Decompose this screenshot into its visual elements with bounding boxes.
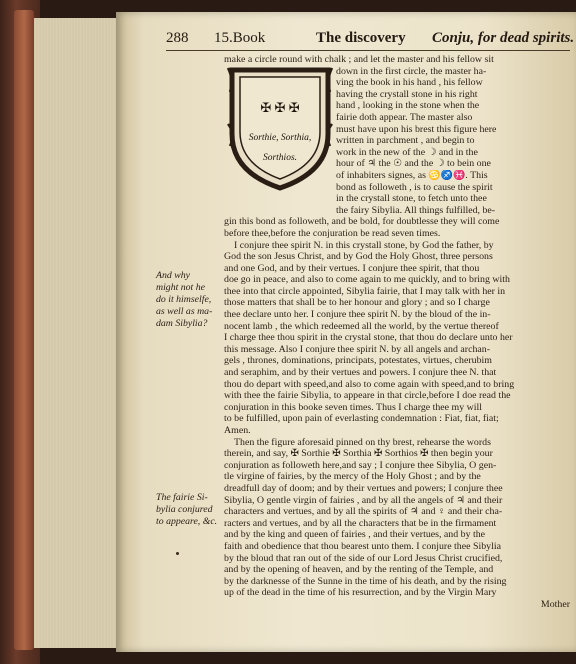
text-line: faith and obedience that thou bearest unto them. I conjure thee Sibylia [224,540,501,552]
header-rule [166,50,570,51]
text-line: thou do depart with speed,and also to come again with speed,and to bring [224,378,515,390]
text-line: fairie doth appear. The master also [336,111,473,123]
margin-note-line: might not he [156,282,205,293]
text-line: thee declare unto her. I conjure thee spirit N. by the bloud of the in- [224,309,491,321]
text-line: doe go in peace, and also to come again to me quickly, and to bring with [224,274,510,286]
margin-note-1 [156,270,220,330]
text-line: and seraphim, and by their vertues and powers. I conjure thee N. that [224,367,497,379]
book-title: The discovery [316,30,406,46]
text-line: by the bloud that ran out of the side of our Lord Jesus Christ crucified, [224,552,503,564]
running-head: Conju, for dead spirits. [432,30,575,46]
text-line: nocent lamb , the which redeemed all the world, by the vertue thereof [224,320,499,332]
text-line: must have upon his brest this figure here [336,123,497,135]
text-line: of inhabiters signes, as ♋♐♓. This [336,169,488,181]
text-line: up of the dead in the time of his resurrection, and by the Virgin Mary [224,587,497,599]
shield-stars: ✠ ✠ ✠ [260,100,300,115]
text-line: I charge thee thou spirit in the crystal stone, that thou do declare unto her [224,332,513,344]
text-line: gels , thrones, dominations, principats, potestates, virtues, cherubim [224,355,492,367]
text-line: therein, and say, ✠ Sorthie ✠ Sorthia ✠ Sorthios ✠ then begin your [224,448,493,460]
ink-mark [176,552,179,555]
text-line: and by the king and queen of fairies , and their vertues, and by the [224,529,486,541]
page-edges [34,18,126,648]
margin-note-line: do it himselfe, [156,294,212,305]
book-number: 15.Book [214,30,266,46]
body-text [224,54,570,611]
margin-note-line: The fairie Si- [156,492,208,503]
text-line: to be fulfilled, upon pain of everlasting condemnation : Fiat, fiat, fiat; [224,413,499,425]
text-line: hour of ♃ the ☉ and the ☽ to bein one [336,158,491,170]
margin-note-line: as well as ma- [156,306,213,317]
text-line: with thee the fairie Sibylia, to appeare in that circle,before I doe read the [224,390,511,402]
text-line: bond as followeth , is to cause the spirit [336,181,493,193]
text-line: hand , looking in the stone when the [336,100,480,112]
text-line: racters and vertues, and by all the characters that be in the firmament [224,517,497,529]
cover-edge [14,10,34,650]
text-line: work in the new of the ☽ and in the [336,146,478,158]
text-line: written in parchment , and begin to [336,135,475,147]
margin-note-line: dam Sibylia? [156,318,208,329]
text-line: I conjure thee spirit N. in this crystall stone, by God the father, by [234,239,494,251]
text-line: thee into that circle appointed, Sibylia fairie, that I may talk with her in [224,285,506,297]
text-line: Sibylia, O gentle virgin of fairies , and by all the angels of ♃ and their [224,494,503,506]
text-line: down in the first circle, the master ha- [336,65,487,77]
shield-line-2: Sorthios. [262,153,298,163]
page-number: 288 [166,30,189,46]
text-line: those matters that shall be to her honour and glory ; and so I charge [224,297,490,309]
text-beside-shield [224,54,570,216]
text-line: dreadfull day of doom; and by their vertues and powers; I conjure thee [224,482,503,494]
text-line: this message. Also I conjure thee spirit N. by all angels and archan- [224,343,491,355]
text-line: and one God, and by their vertues. I conjure thee spirit, that thou [224,262,480,274]
text-line: gin this bond as followeth, and be bold, for doubtlesse they will come [224,216,500,228]
text-line: the fairy Sibylia. All things fulfilled, be- [336,204,496,216]
margin-note-2 [156,492,220,528]
text-line: tle virgine of fairies, by the mercy of the Holy Ghost ; and by the [224,471,481,483]
text-line: before thee,before the conjuration be read seven times. [224,227,441,239]
text-line: ving the book in his hand , his fellow [336,77,483,89]
text-line: Mother [540,598,570,610]
margin-note-line: And why [156,270,191,281]
text-line: conjuration as followeth here,and say ; I conjure thee Sibylia, O gen- [224,459,497,471]
text-line: characters and vertues, and by all the spirits of ♃ and ♀ and their cha- [224,506,503,518]
margin-note-line: to appeare, &c. [156,516,218,527]
text-line: Amen. [224,425,251,436]
text-line: in the crystall stone, to fetch unto thee [336,193,487,205]
page-header [166,30,576,50]
main-text [224,216,570,610]
book-page [116,12,576,652]
text-line: Then the figure aforesaid pinned on thy brest, rehearse the words [234,436,491,448]
margin-note-line: bylia conjured [156,504,213,515]
text-line: conjuration in this booke seven times. Thus I charge thee my will [224,401,482,413]
text-line: having the crystall stone in his right [336,88,478,100]
text-line: by the darknesse of the Sunne in the time of his death, and by the rising [224,575,507,587]
shield-line-1: Sorthie, Sorthia, [248,133,312,143]
text-line: and by the opening of heaven, and by the renting of the Temple, and [224,564,494,576]
text-line: make a circle round with chalk ; and let the master and his fellow sit [224,54,494,65]
text-line: God the son Jesus Christ, and by God the Holy Ghost, three persons [224,251,493,263]
